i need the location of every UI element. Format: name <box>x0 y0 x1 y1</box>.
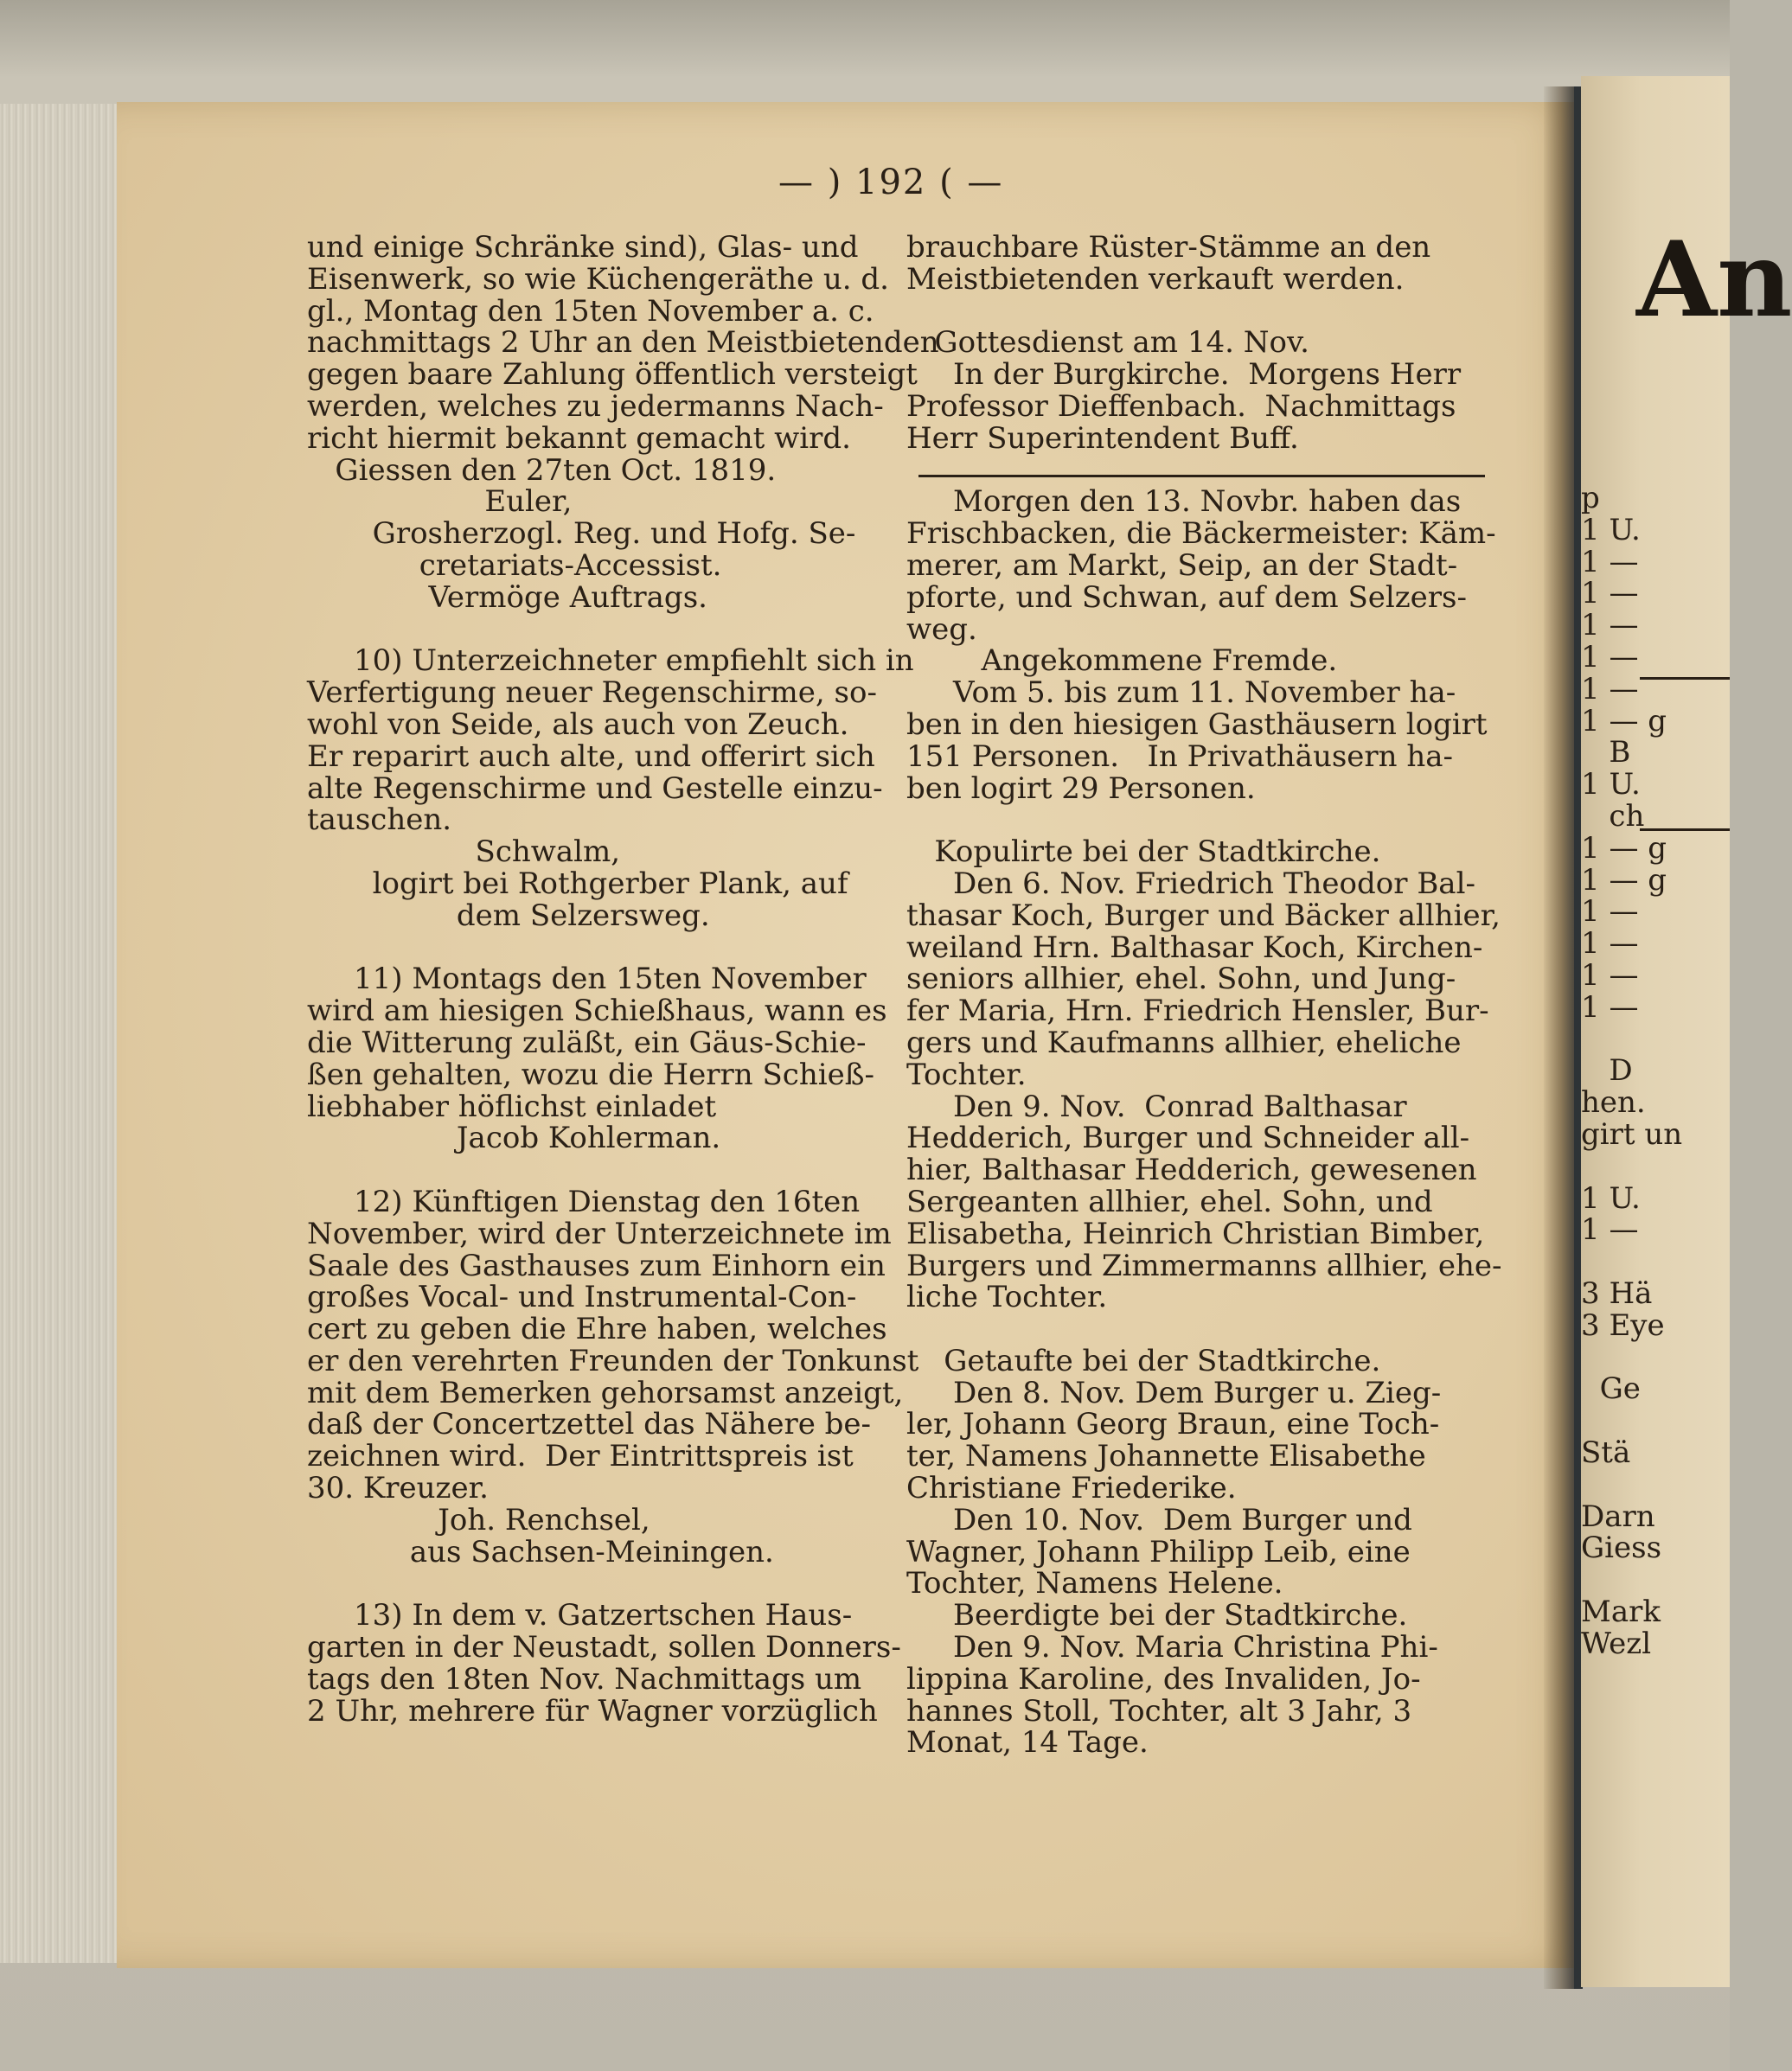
text-line: seniors allhier, ehel. Sohn, und Jung- <box>906 962 1456 997</box>
text-line: Morgen den 13. Novbr. haben das <box>906 484 1462 520</box>
text-line: Den 8. Nov. Dem Burger u. Zieg- <box>906 1375 1442 1410</box>
text-line: ßen gehalten, wozu die Herrn Schieß- <box>307 1057 874 1092</box>
text-line: ler, Johann Georg Braun, eine Toch- <box>906 1407 1440 1442</box>
text-line: Hedderich, Burger und Schneider all- <box>906 1121 1470 1156</box>
text-line: cretariats-Accessist. <box>307 547 722 583</box>
next-page-line: Mark <box>1581 1595 1661 1629</box>
text-line: aus Sachsen-Meiningen. <box>307 1534 774 1569</box>
next-page-line: 1 U. <box>1581 512 1641 547</box>
text-line: Gottesdienst am 14. Nov. <box>906 325 1309 361</box>
text-line: gl., Montag den 15ten November a. c. <box>307 293 874 329</box>
text-line <box>906 455 1494 487</box>
text-line <box>307 1568 895 1600</box>
text-line: Tochter. <box>906 1057 1027 1092</box>
text-line: Er reparirt auch alte, und offerirt sich <box>307 738 875 774</box>
text-line: Den 10. Nov. Dem Burger und <box>906 1502 1412 1537</box>
next-page-line: 1 — <box>1581 989 1639 1025</box>
text-line: Burgers und Zimmermanns allhier, ehe- <box>906 1248 1502 1283</box>
text-line: ben logirt 29 Personen. <box>906 770 1256 806</box>
next-page-line: 1 — <box>1581 958 1639 993</box>
text-line: Elisabetha, Heinrich Christian Bimber, <box>906 1216 1485 1251</box>
text-line: 30. Kreuzer. <box>307 1471 489 1506</box>
text-line: In der Burgkirche. Morgens Herr <box>906 357 1462 393</box>
next-page-line: 1 — <box>1581 640 1639 674</box>
text-line: ben in den hiesigen Gasthäusern logirt <box>906 706 1488 742</box>
text-line: Grosherzogl. Reg. und Hofg. Se- <box>307 516 856 552</box>
text-line: Meistbietenden verkauft werden. <box>906 261 1405 297</box>
text-line: hannes Stoll, Tochter, alt 3 Jahr, 3 <box>906 1693 1412 1729</box>
text-line: gegen baare Zahlung öffentlich versteigt <box>307 357 918 393</box>
text-line: ter, Namens Johannette Elisabethe <box>906 1439 1426 1474</box>
next-page-line: girt un <box>1581 1117 1683 1152</box>
next-page-line: 1 — g <box>1581 703 1667 738</box>
next-page-line: p <box>1581 481 1600 515</box>
text-line: hier, Balthasar Hedderich, gewesenen <box>906 1153 1477 1188</box>
page-number-header: — ) 192 ( — <box>778 163 1004 202</box>
text-line: Joh. Renchsel, <box>307 1502 650 1537</box>
text-line: cert zu geben die Ehre haben, welches <box>307 1312 887 1347</box>
text-line: Professor Dieffenbach. Nachmittags <box>906 388 1456 424</box>
text-line: daß der Concertzettel das Nähere be- <box>307 1407 872 1442</box>
text-line: liche Tochter. <box>906 1280 1108 1315</box>
text-line: fer Maria, Hrn. Friedrich Hensler, Bur- <box>906 994 1489 1029</box>
book-page-edges <box>0 104 123 1963</box>
text-line: Tochter, Namens Helene. <box>906 1566 1283 1601</box>
text-line: richt hiermit bekannt gemacht wird. <box>307 420 851 456</box>
text-line: Eisenwerk, so wie Küchengeräthe u. d. <box>307 261 889 297</box>
text-line: liebhaber höflichst einladet <box>307 1089 717 1124</box>
next-page-line: hen. <box>1581 1085 1646 1121</box>
text-line: Monat, 14 Tage. <box>906 1725 1149 1761</box>
text-line: 12) Künftigen Dienstag den 16ten <box>307 1184 861 1219</box>
text-line <box>307 932 895 964</box>
next-page-line: 1 — g <box>1581 830 1667 866</box>
next-page-line: 1 U. <box>1581 767 1641 802</box>
text-line: 151 Personen. In Privathäusern ha- <box>906 738 1454 774</box>
next-page-line: 1 — <box>1581 671 1639 706</box>
next-page-line: 1 — g <box>1581 862 1667 898</box>
text-line: Beerdigte bei der Stadtkirche. <box>906 1598 1408 1633</box>
text-line: Verfertigung neuer Regenschirme, so- <box>307 675 877 711</box>
text-line <box>906 1314 1494 1346</box>
text-line: und einige Schränke sind), Glas- und <box>307 230 859 265</box>
text-line: weiland Hrn. Balthasar Koch, Kirchen- <box>906 930 1483 965</box>
next-page-line: 1 — <box>1581 608 1639 643</box>
text-line: tauschen. <box>307 802 452 838</box>
text-line: Getaufte bei der Stadtkirche. <box>906 1343 1381 1378</box>
next-page-line: Ge <box>1581 1371 1641 1407</box>
text-line: logirt bei Rothgerber Plank, auf <box>307 866 848 901</box>
text-line: merer, am Markt, Seip, an der Stadt- <box>906 547 1458 583</box>
next-page-title-fragment: An <box>1636 219 1792 341</box>
text-line: Frischbacken, die Bäckermeister: Käm- <box>906 516 1496 552</box>
text-line <box>906 296 1494 328</box>
text-line: 13) In dem v. Gatzertschen Haus- <box>307 1598 853 1633</box>
book-gutter <box>1544 86 1578 1989</box>
text-line: Herr Superintendent Buff. <box>906 420 1299 456</box>
text-line: wird am hiesigen Schießhaus, wann es <box>307 994 887 1029</box>
text-line: Schwalm, <box>307 834 621 870</box>
next-page-line: 1 — <box>1581 544 1639 579</box>
next-page-line: 1 — <box>1581 1212 1639 1248</box>
text-line: Den 9. Nov. Maria Christina Phi- <box>906 1630 1438 1665</box>
text-line: gers und Kaufmanns allhier, eheliche <box>906 1025 1462 1060</box>
text-line: lippina Karoline, des Invaliden, Jo- <box>906 1661 1421 1697</box>
text-line: Angekommene Fremde. <box>906 643 1338 679</box>
text-line: thasar Koch, Burger und Bäcker allhier, <box>906 898 1501 933</box>
next-page-line: 3 Hä <box>1581 1276 1653 1311</box>
text-line: Vom 5. bis zum 11. November ha- <box>906 675 1456 711</box>
text-line: weg. <box>906 611 977 647</box>
text-line: pforte, und Schwan, auf dem Selzers- <box>906 579 1467 615</box>
text-line: tags den 18ten Nov. Nachmittags um <box>307 1661 862 1697</box>
text-line: er den verehrten Freunden der Tonkunst <box>307 1343 919 1378</box>
next-page-rule <box>1640 677 1730 680</box>
text-line <box>906 804 1494 836</box>
text-line: Kopulirte bei der Stadtkirche. <box>906 834 1381 870</box>
next-page-line: 1 — <box>1581 926 1639 962</box>
text-line: Euler, <box>307 484 573 520</box>
next-page-line: Stä <box>1581 1435 1631 1470</box>
next-page-fragment <box>1581 76 1792 1987</box>
next-page-line: 3 Eye <box>1581 1307 1665 1343</box>
text-line: 2 Uhr, mehrere für Wagner vorzüglich <box>307 1693 878 1729</box>
next-page-line: Darn <box>1581 1499 1655 1534</box>
text-line: Jacob Kohlerman. <box>307 1121 721 1156</box>
text-line: November, wird der Unterzeichnete im <box>307 1216 892 1251</box>
text-line: Saale des Gasthauses zum Einhorn ein <box>307 1248 886 1283</box>
text-line: zeichnen wird. Der Eintrittspreis ist <box>307 1439 854 1474</box>
text-line: garten in der Neustadt, sollen Donners- <box>307 1630 901 1665</box>
next-page-line: B <box>1581 735 1631 770</box>
text-line: alte Regenschirme und Gestelle einzu- <box>307 770 883 806</box>
left-text-column <box>307 230 939 1729</box>
right-text-column <box>906 230 1502 1761</box>
text-line: Wagner, Johann Philipp Leib, eine <box>906 1534 1411 1569</box>
next-page-line: 1 — <box>1581 894 1639 930</box>
text-line: Sergeanten allhier, ehel. Sohn, und <box>906 1184 1433 1219</box>
text-line: mit dem Bemerken gehorsamst anzeigt, <box>307 1375 904 1410</box>
text-line: wohl von Seide, als auch von Zeuch. <box>307 706 849 742</box>
next-page-line: Giess <box>1581 1531 1662 1566</box>
next-page-line: 1 — <box>1581 576 1639 611</box>
text-line: großes Vocal- und Instrumental-Con- <box>307 1280 857 1315</box>
text-line <box>307 614 895 646</box>
text-line: brauchbare Rüster-Stämme an den <box>906 230 1431 265</box>
section-divider-rule <box>918 475 1485 477</box>
text-line: 11) Montags den 15ten November <box>307 962 867 997</box>
text-line: Den 9. Nov. Conrad Balthasar <box>906 1089 1407 1124</box>
text-line: dem Selzersweg. <box>307 898 710 933</box>
text-line: die Witterung zuläßt, ein Gäus-Schie- <box>307 1025 867 1060</box>
text-line: Giessen den 27ten Oct. 1819. <box>307 452 777 488</box>
next-page-line: Wezl <box>1581 1626 1652 1661</box>
text-line: Vermöge Auftrags. <box>307 579 707 615</box>
text-line: werden, welches zu jedermanns Nach- <box>307 388 884 424</box>
text-line: 10) Unterzeichneter empfiehlt sich in <box>307 643 914 679</box>
text-line: Christiane Friederike. <box>906 1471 1237 1506</box>
text-line: Den 6. Nov. Friedrich Theodor Bal- <box>906 866 1475 901</box>
next-page-line: 1 U. <box>1581 1180 1641 1216</box>
next-page-rule <box>1640 828 1730 831</box>
next-page-line: ch <box>1581 799 1645 834</box>
next-page-line: D <box>1581 1053 1633 1089</box>
text-line: nachmittags 2 Uhr an den Meistbietenden <box>307 325 939 361</box>
text-line <box>307 1154 895 1186</box>
